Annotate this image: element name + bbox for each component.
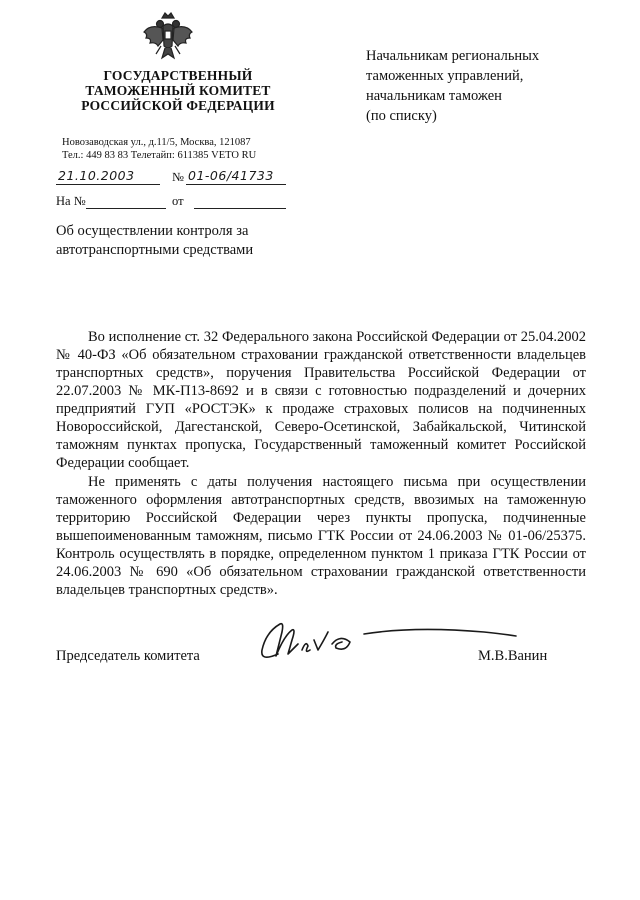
- addressee-line-1: Начальникам региональных: [366, 48, 540, 64]
- number-label: №: [172, 170, 184, 184]
- signatory-name: М.В.Ванин: [478, 648, 548, 664]
- body-paragraph-2: Не применять с даты получения настоящего письма при осуществлении таможенного оформления автотранспортных средств, ввозимых на таможенную территорию Российской Федерации через пункты пропуска, подчиненные вышепоименованным таможням, письмо ГТК России от 24.06.2003 № 01-06/25375. Контроль осуществлять в порядке, определенном пунктом 1 приказа ГТК России от 24.06.2003 № 690 «Об обязательном страховании гражданской ответственности владельцев транспортных средств».: [56, 474, 586, 598]
- emblem-icon: [138, 10, 198, 68]
- addressee-block: [366, 46, 539, 126]
- signatory-title: Председатель комитета: [56, 648, 200, 664]
- addressee-line-2: таможенных управлений,: [366, 68, 524, 84]
- from-label: от: [172, 194, 184, 208]
- org-name-line-2: ТАМОЖЕННЫЙ КОМИТЕТ: [85, 83, 271, 98]
- reference-underline: [86, 208, 166, 209]
- body-paragraph-1: Во исполнение ст. 32 Федерального закона Российской Федерации от 25.04.2002 № 40-ФЗ «Об обязательном страховании гражданской ответственности владельцев транспортных средств», поручения Правительства Российской Федерации от 22.07.2003 № МК-П13-8692 и в связи с готовностью подразделений и дочерних предприятий ГУП «РОСТЭК» к продаже страховых полисов на подчиненных Новороссийской, Дагестанской, Северо-Осетинской, Забайкальской, Читинской таможням пунктах пропуска, Государственный таможенный комитет Российской Федерации сообщает.: [56, 329, 586, 471]
- number-underline: [186, 184, 286, 185]
- registration-line: [56, 170, 286, 190]
- registration-date: 21.10.2003: [58, 168, 135, 183]
- address-line-1: Новозаводская ул., д.11/5, Москва, 121087: [62, 137, 251, 148]
- organization-name: [60, 68, 296, 113]
- addressee-line-4: (по списку): [366, 108, 437, 124]
- org-name-line-3: РОССИЙСКОЙ ФЕДЕРАЦИИ: [81, 98, 275, 113]
- date-underline: [56, 184, 160, 185]
- addressee-line-3: начальникам таможен: [366, 88, 502, 104]
- letter-body: [56, 328, 586, 600]
- from-underline: [194, 208, 286, 209]
- reference-line: [56, 192, 286, 212]
- registration-number: 01-06/41733: [188, 168, 274, 183]
- reference-label: На №: [56, 194, 86, 208]
- org-name-line-1: ГОСУДАРСТВЕННЫЙ: [103, 68, 253, 83]
- address-line-2: Тел.: 449 83 83 Телетайп: 611385 VETO RU: [62, 150, 257, 161]
- subject-line-2: автотранспортными средствами: [56, 242, 254, 258]
- letter-subject: [56, 222, 253, 260]
- subject-line-1: Об осуществлении контроля за: [56, 223, 249, 239]
- organization-address: [62, 136, 256, 162]
